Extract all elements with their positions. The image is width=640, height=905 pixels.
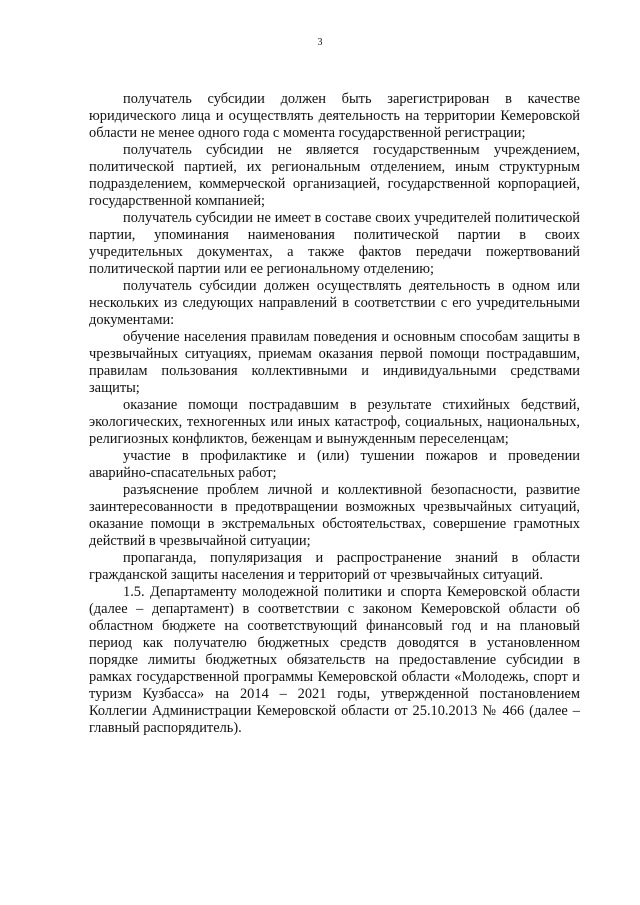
- page-number: 3: [317, 37, 323, 48]
- paragraph-fire-prevention: участие в профилактике и (или) тушении пожаров и проведении аварийно-спасательных работ;: [89, 448, 580, 481]
- paragraph-safety-explanation: разъяснение проблем личной и коллективной безопасности, развитие заинтересованности в предотвращении возможных чрезвычайных ситуаций, оказание помощи в экстремальных обстоятельствах, совершение грамотных действий в чрезвычайной ситуации;: [89, 482, 580, 549]
- paragraph-registration-requirement: получатель субсидии должен быть зарегистрирован в качестве юридического лица и осуществлять деятельность на территории Кемеровской области не менее одного года с момента государственной регистрации;: [89, 91, 580, 141]
- paragraph-section-1-5: 1.5. Департаменту молодежной политики и спорта Кемеровской области (далее – департамент) в соответствии с законом Кемеровской области об областном бюджете на соответствующий финансовый год и на плановый период как получателю бюджетных средств доводятся в установленном порядке лимиты бюджетных обязательств на предоставление субсидии в рамках государственной программы Кемеровской области «Молодежь, спорт и туризм Кузбасса» на 2014 – 2021 годы, утвержденной постановлением Коллегии Администрации Кемеровской области от 25.10.2013 № 466 (далее – главный распорядитель).: [89, 584, 580, 736]
- paragraph-no-political-founders: получатель субсидии не имеет в составе своих учредителей политической партии, упоминания наименования политической партии в своих учредительных документах, а также фактов передачи пожертвований политической партии или ее региональному отделению;: [89, 210, 580, 277]
- paragraph-population-training: обучение населения правилам поведения и основным способам защиты в чрезвычайных ситуациях, приемам оказания первой помощи пострадавшим, правилам пользования коллективными и индивидуальными средствами защиты;: [89, 329, 580, 396]
- document-body: [89, 91, 580, 737]
- paragraph-activity-directions: получатель субсидии должен осуществлять деятельность в одном или нескольких из следующих направлений в соответствии с его учредительными документами:: [89, 278, 580, 328]
- paragraph-not-state-institution: получатель субсидии не является государственным учреждением, политической партией, их региональным отделением, иным структурным подразделением, коммерческой организацией, государственной корпорацией, государственной компанией;: [89, 142, 580, 209]
- paragraph-assistance-to-victims: оказание помощи пострадавшим в результате стихийных бедствий, экологических, техногенных или иных катастроф, социальных, национальных, религиозных конфликтов, беженцам и вынужденным переселенцам;: [89, 397, 580, 447]
- paragraph-knowledge-promotion: пропаганда, популяризация и распространение знаний в области гражданской защиты населения и территорий от чрезвычайных ситуаций.: [89, 550, 580, 583]
